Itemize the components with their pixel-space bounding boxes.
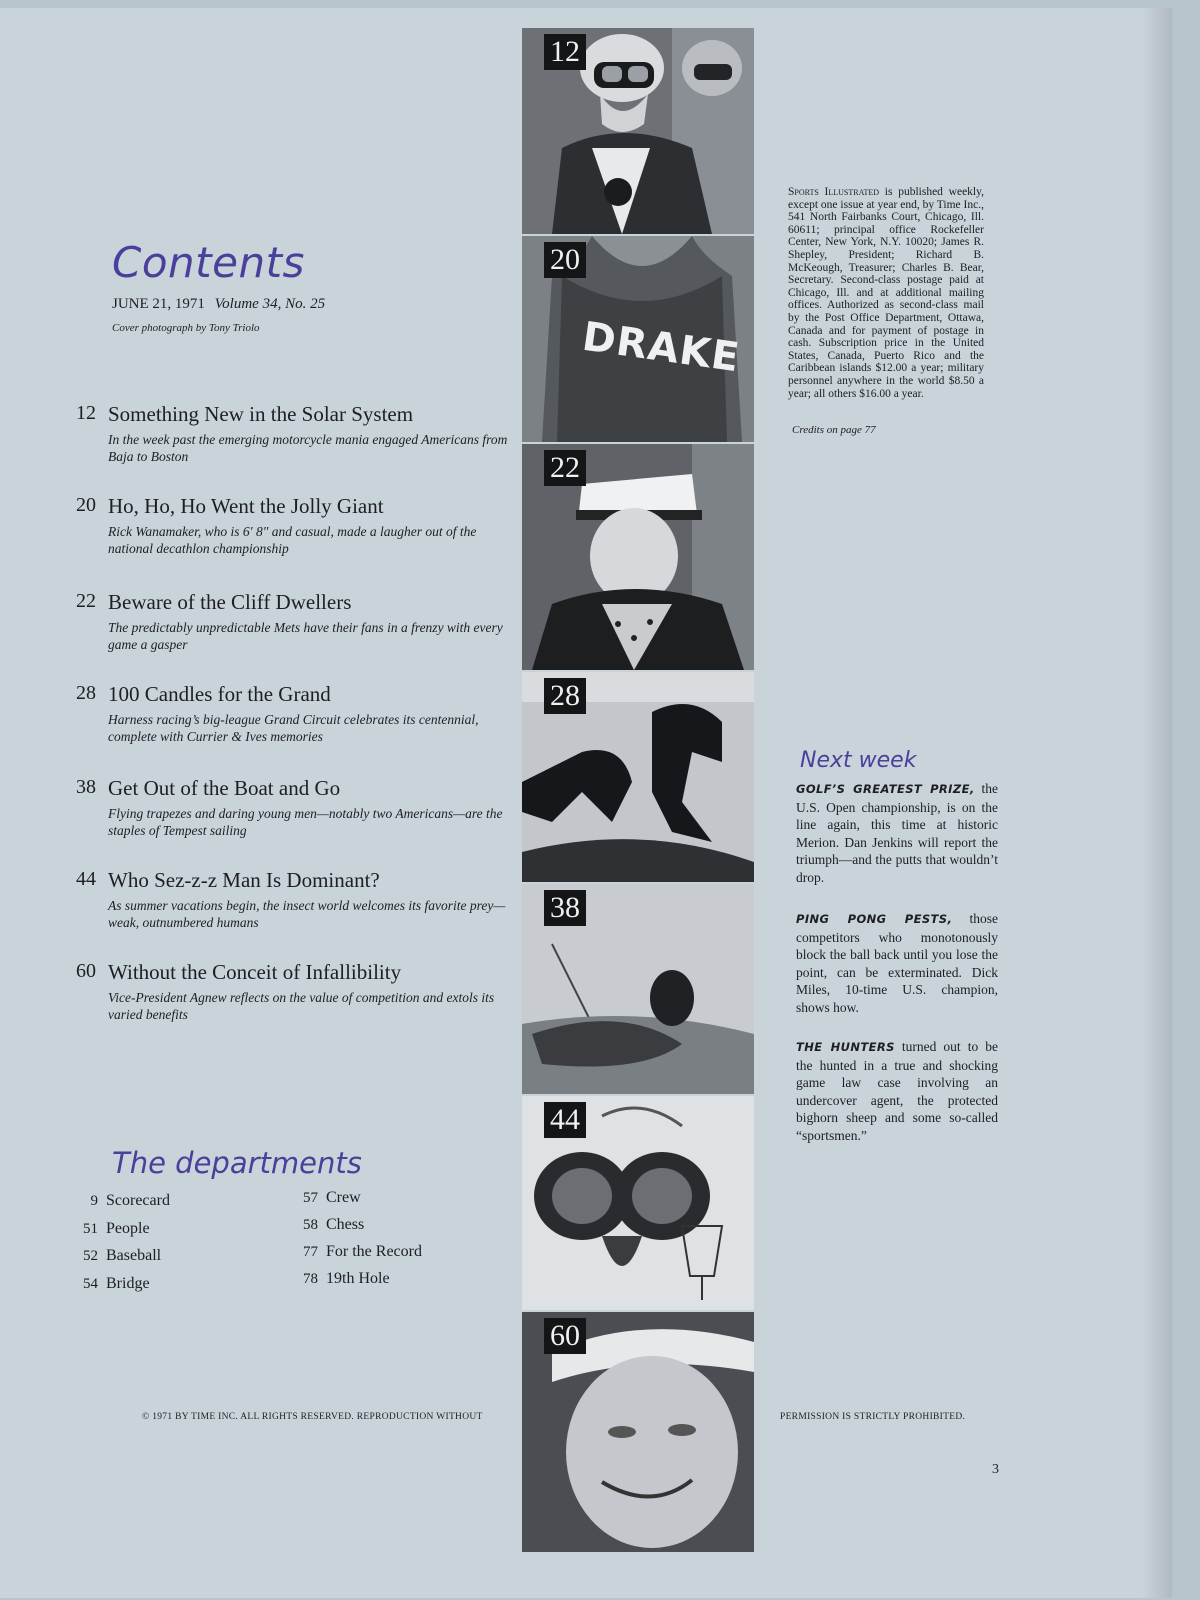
department-page: 78 [303,1271,318,1287]
page-edge-shadow [1142,8,1172,1598]
article-page-number: 12 [76,402,96,424]
department-page: 57 [303,1190,318,1206]
copyright-notice-left: © 1971 BY TIME INC. ALL RIGHTS RESERVED. REPRODUCTION WITHOUT [142,1412,483,1422]
photo-page-number: 44 [544,1102,586,1138]
copyright-notice-right: PERMISSION IS STRICTLY PROHIBITED. [780,1412,966,1422]
issue-date: JUNE 21, 1971 [112,296,205,312]
photo-page-number: 12 [544,34,586,70]
next-week-lead: GOLF’S GREATEST PRIZE, [796,782,975,796]
departments-title: The departments [112,1146,362,1180]
department-name: Chess [326,1216,365,1233]
department-item[interactable] [294,1243,422,1261]
publication-info [788,186,984,400]
department-name: Baseball [106,1247,162,1264]
issue-dateline [112,296,325,313]
next-week-item [796,780,998,887]
article-description: In the week past the emerging motorcycle mania engaged Americans from Baja to Boston [108,432,508,464]
photo-insect-illustration[interactable] [522,1096,754,1310]
article-description: Vice-President Agnew reflects on the value of competition and extols its varied benefits [108,990,495,1022]
department-page: 58 [303,1217,318,1233]
article-page-number: 38 [76,776,96,798]
next-week-lead: THE HUNTERS [796,1040,895,1054]
publication-name: Sports Illustrated [788,186,880,198]
article-page-number: 28 [76,682,96,704]
article-title: Beware of the Cliff Dwellers [108,590,352,614]
article-title: Something New in the Solar System [108,402,414,426]
department-item[interactable] [74,1192,170,1210]
article-page-number: 60 [76,960,96,982]
next-week-text: turned out to be the hunted in a true and shocking game law case involving an undercover agent, the protected bighorn sheep and some so-called “sportsmen.” [796,1039,998,1143]
department-name: Crew [326,1189,361,1206]
department-name: Bridge [106,1275,150,1292]
department-page: 51 [83,1221,98,1237]
next-week-title: Next week [800,748,917,773]
photo-agnew[interactable] [522,1312,754,1552]
jersey-lettering: DRAKE [579,313,743,382]
publication-details: is published weekly, except one issue at year end, by Time Inc., 541 North Fairbanks Court, Chicago, Ill. 60611; principal office Rockefeller Center, New York, N.Y. 10020; James R. Shepley, President; Richard B. McKeough, Treasurer; Charles B. Bear, Secretary. Second-class postage paid at Chicago, Ill. and at additional mailing offices. Authorized as second-class mail by the Post Office Department, Ottawa, Canada and for payment of postage in cash. Subscription price in the United States, Canada, Puerto Rico and the Caribbean islands $12.00 a year; military personnel anywhere in the world $8.50 a year; all others $16.00 a year. [788,186,985,400]
photo-page-number: 38 [544,890,586,926]
photo-tempest-sailing[interactable] [522,884,754,1094]
article-description: Harness racing’s big-league Grand Circuit celebrates its centennial, complete with Currier & Ives memories [108,712,479,744]
article-page-number: 22 [76,590,96,612]
article-description: The predictably unpredictable Mets have their fans in a frenzy with every game a gasper [108,620,503,652]
next-week-text: the U.S. Open championship, is on the line again, this time at historic Merion. Dan Jenkins will report the triumph—and the putts that wouldn’t drop. [796,781,999,885]
photo-page-number: 28 [544,678,586,714]
department-item[interactable] [74,1220,150,1238]
issue-volume: Volume 34, No. 25 [214,296,326,312]
department-page: 54 [83,1276,98,1292]
next-week-item [796,1038,998,1145]
article-description: Flying trapezes and daring young men—notably two Americans—are the staples of Tempest sailing [108,806,503,838]
article-title: Without the Conceit of Infallibility [108,960,402,984]
department-name: 19th Hole [326,1270,390,1287]
article-title: Who Sez-z-z Man Is Dominant? [108,868,380,892]
article-description: Rick Wanamaker, who is 6′ 8″ and casual, made a laugher out of the national decathlon championship [108,524,477,556]
photo-motorcyclist[interactable] [522,28,754,234]
article-page-number: 20 [76,494,96,516]
article-page-number: 44 [76,868,96,890]
department-name: Scorecard [106,1192,170,1209]
department-item[interactable] [74,1275,150,1293]
department-page: 52 [83,1248,98,1264]
photo-credits-note[interactable]: Credits on page 77 [792,424,876,436]
article-description: As summer vacations begin, the insect world welcomes its favorite prey—weak, outnumbered humans [108,898,506,930]
department-item[interactable] [74,1247,161,1265]
department-name: For the Record [326,1243,422,1260]
page-title: Contents [112,238,305,287]
next-week-lead: PING PONG PESTS, [796,912,953,926]
photo-mets-fan[interactable] [522,444,754,670]
next-week-text: those competitors who monotonously block the ball back until you lose the point, can be exterminated. Dick Miles, 10-time U.S. champion, shows how. [796,911,998,1015]
photo-decathlete[interactable] [522,236,754,442]
photo-harness-horses[interactable] [522,672,754,882]
photo-page-number: 20 [544,242,586,278]
department-page: 77 [303,1244,318,1260]
department-item[interactable] [294,1216,364,1234]
department-item[interactable] [294,1270,390,1288]
article-title: Get Out of the Boat and Go [108,776,341,800]
department-item[interactable] [294,1189,361,1207]
page-number: 3 [992,1462,999,1477]
department-page: 9 [90,1193,98,1209]
article-title: 100 Candles for the Grand [108,682,331,706]
article-title: Ho, Ho, Ho Went the Jolly Giant [108,494,384,518]
cover-credit: Cover photograph by Tony Triolo [112,322,260,334]
next-week-item [796,910,998,1017]
photo-page-number: 22 [544,450,586,486]
photo-page-number: 60 [544,1318,586,1354]
department-name: People [106,1220,150,1237]
